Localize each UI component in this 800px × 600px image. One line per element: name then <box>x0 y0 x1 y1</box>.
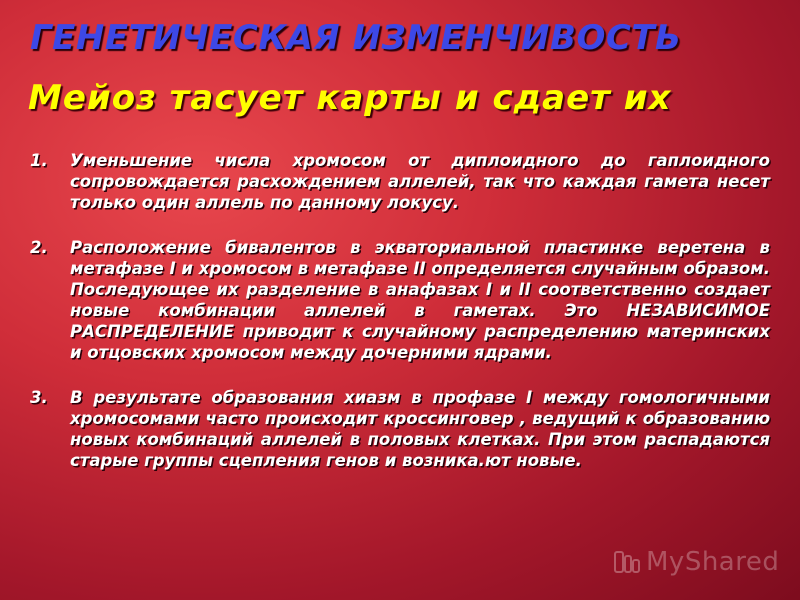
slide-subtitle: Мейоз тасует карты и сдает их <box>28 78 672 118</box>
slide-title: ГЕНЕТИЧЕСКАЯ ИЗМЕНЧИВОСТЬ <box>30 18 682 58</box>
paragraph-number: 2. <box>30 238 48 257</box>
paragraph-number: 3. <box>30 388 48 407</box>
paragraph-3 <box>30 387 770 471</box>
watermark <box>612 547 779 577</box>
slide-body <box>30 150 770 495</box>
watermark-text: MyShared <box>646 547 780 577</box>
paragraph-2 <box>30 237 770 363</box>
watermark-logo-icon <box>612 547 642 577</box>
paragraph-text: Уменьшение числа хромосом от диплоидного до гаплоидного сопровождается расхождением аллелей, так что каждая гамета несет только один аллель по данному локусу. <box>70 151 770 212</box>
paragraph-1 <box>30 150 770 213</box>
paragraph-number: 1. <box>30 151 48 170</box>
paragraph-text: Расположение бивалентов в экваториальной пластинке веретена в метафазе I и хромосом в метафазе II определяется случайным образом. Последующее их разделение в анафазах I и II соответственно создает новые комбинации аллелей в гаметах. Это НЕЗАВИСИМОЕ РАСПРЕДЕЛЕНИЕ приводит к случайному распределению материнских и отцовских хромосом между дочерними ядрами. <box>70 238 770 362</box>
paragraph-text: В результате образования хиазм в профазе I между гомологичными хромосомами часто происходит кроссинговер , ведущий к образованию новых комбинаций аллелей в половых клетках. При этом распадаются старые группы сцепления генов и возника.ют новые. <box>70 388 770 470</box>
